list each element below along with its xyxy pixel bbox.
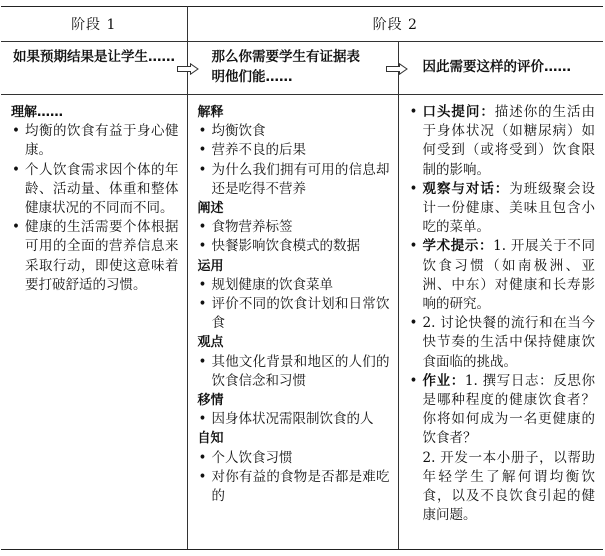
section-title-empathy: 移情 xyxy=(197,393,224,409)
section-list-self-knowledge xyxy=(198,449,390,507)
list-item: • 均衡的饮食有益于身心健康。 xyxy=(11,122,179,160)
list-item: • 营养不良的后果 xyxy=(198,141,390,160)
list-item: • 健康的生活需要个体根据可用的全面的营养信息来采取行动，即使这意味着要打破舒适的习惯。 xyxy=(11,218,179,295)
list-item xyxy=(409,103,596,180)
stage-row xyxy=(1,7,603,42)
section-title-self-knowledge: 自知 xyxy=(197,431,224,447)
stage-1-header: 阶段 1 xyxy=(1,7,187,42)
section-list-perspective xyxy=(198,353,390,391)
understanding-title: 理解…… xyxy=(11,105,64,120)
section-title-apply: 运用 xyxy=(197,258,224,274)
item-text: 2. 讨论快餐的流行和在当今快节奏的生活中保持健康饮食面临的挑战。 xyxy=(422,315,596,370)
col1-header: 如果预期结果是让学生…… xyxy=(13,49,175,65)
list-item xyxy=(409,314,596,372)
item-text: 1. 开展关于不同饮食习惯（如南极洲、亚洲、中东）对健康和长寿影响的研究。 xyxy=(422,238,596,313)
item-text: 描述你的生活由于身体状况（如糖尿病）如何受到（或将受到）饮食限制的影响。 xyxy=(422,104,596,178)
list-item: • 规划健康的饮食菜单 xyxy=(198,276,390,295)
col2-header: 那么你需要学生有证据表明他们能…… xyxy=(211,49,360,85)
question-row xyxy=(1,42,603,95)
list-item: • 对你有益的食物是否都是难吃的 xyxy=(198,468,390,506)
section-title-explain: 解释 xyxy=(197,105,224,120)
list-item: • 个人饮食需求因个体的年龄、活动量、体重和整体健康状况的不同而不同。 xyxy=(11,161,179,219)
section-list-interpret xyxy=(198,218,390,256)
section-list-apply xyxy=(198,276,390,334)
list-item xyxy=(409,237,596,314)
col2-body xyxy=(187,95,398,550)
list-item: • 因身体状况需限制饮食的人 xyxy=(198,410,390,429)
col1-header-cell xyxy=(1,42,187,95)
item-text: 为班级聚会设计一份健康、美味且包含小吃的菜单。 xyxy=(422,180,596,236)
item-label: 学术提示： xyxy=(422,238,494,255)
list-item xyxy=(409,180,596,238)
col3-header-cell xyxy=(398,42,603,95)
item-label: 观察与对话： xyxy=(422,180,510,197)
section-list-explain xyxy=(198,122,390,199)
content-row xyxy=(1,95,603,550)
list-item: • 评价不同的饮食计划和日常饮食 xyxy=(198,295,390,333)
list-item: • 个人饮食习惯 xyxy=(198,449,390,468)
col1-body xyxy=(1,95,187,550)
section-title-interpret: 阐述 xyxy=(197,201,224,217)
item-label: 作业： xyxy=(422,372,465,389)
assessment-table xyxy=(1,6,603,550)
list-item xyxy=(409,372,596,449)
col3-body xyxy=(398,95,603,550)
section-title-perspective: 观点 xyxy=(197,335,224,351)
list-item: • 其他文化背景和地区的人们的饮食信念和习惯 xyxy=(198,353,390,391)
item-text: 1. 撰写日志：反思你是哪种程度的健康饮食者？你将如何成为一名更健康的饮食者？ xyxy=(422,372,596,447)
col2-header-cell xyxy=(187,42,398,95)
list-item: • 快餐影响饮食模式的数据 xyxy=(198,237,390,256)
understanding-list xyxy=(11,122,179,295)
list-item: • 均衡饮食 xyxy=(198,122,390,141)
section-list-empathy xyxy=(198,410,390,429)
assessment-list xyxy=(409,103,596,449)
list-item: • 食物营养标签 xyxy=(198,218,390,237)
homework-continuation: 2. 开发一本小册子，以帮助年轻学生了解何谓均衡饮食，以及不良饮食引起的健康问题。 xyxy=(422,449,596,524)
item-label: 口头提问： xyxy=(422,104,495,120)
stage-2-header: 阶段 2 xyxy=(187,7,603,42)
list-item: • 为什么我们拥有可用的信息却还是吃得不营养 xyxy=(198,161,390,199)
col3-header: 因此需要这样的评价…… xyxy=(422,59,571,75)
